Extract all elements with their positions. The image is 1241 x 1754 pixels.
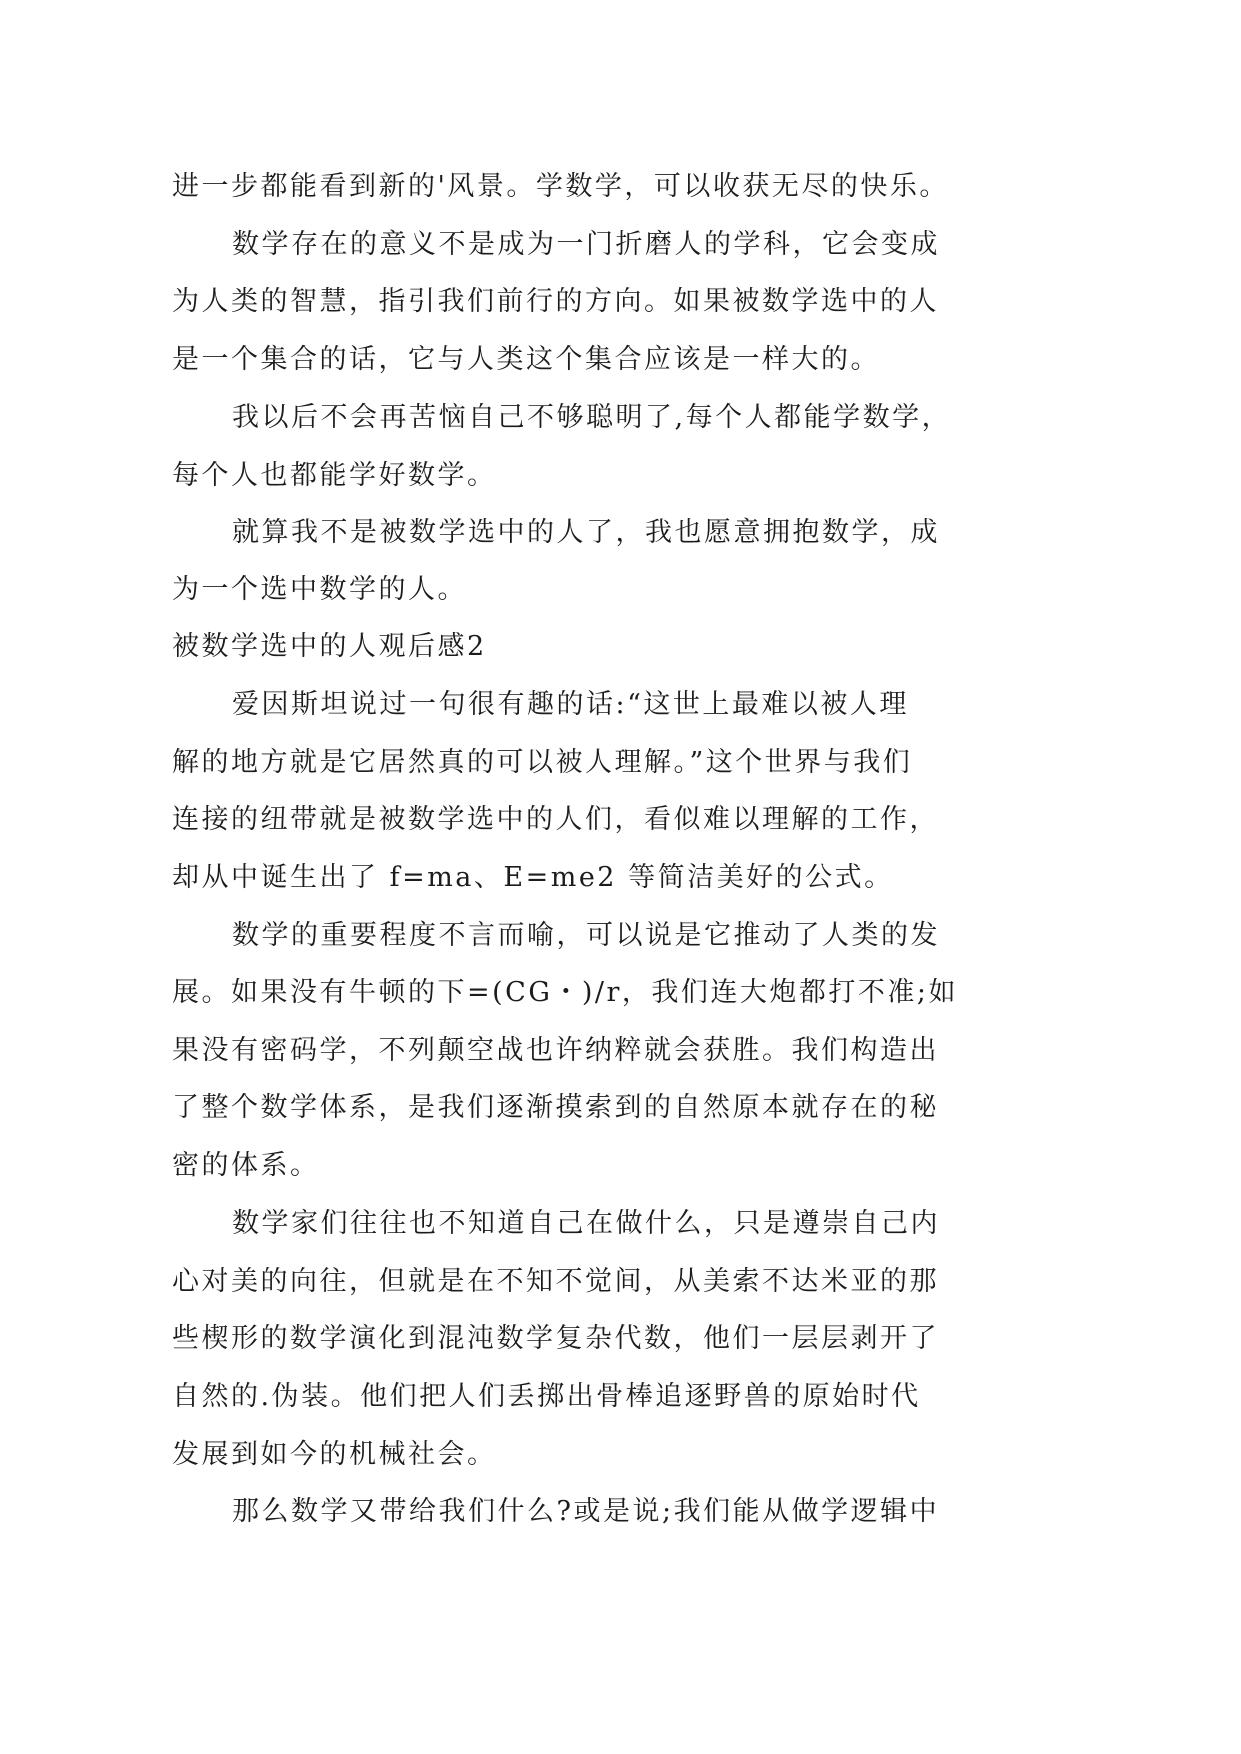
body-line: 我以后不会再苦恼自己不够聪明了,每个人都能学数学， <box>232 402 952 433</box>
body-line: 数学的重要程度不言而喻，可以说是它推动了人类的发 <box>232 920 940 951</box>
body-line: 密的体系。 <box>172 1150 320 1181</box>
body-line: 是一个集合的话，它与人类这个集合应该是一样大的。 <box>172 344 880 375</box>
body-line: 每个人也都能学好数学。 <box>172 460 497 491</box>
body-line: 却从中诞生出了 f=ma、E=me2 等简洁美好的公式。 <box>172 862 894 893</box>
body-line: 了整个数学体系，是我们逐渐摸索到的自然原本就存在的秘 <box>172 1092 939 1123</box>
body-line: 数学家们往往也不知道自己在做什么，只是遵崇自己内 <box>232 1208 940 1239</box>
body-line: 进一步都能看到新的'风景。学数学，可以收获无尽的快乐。 <box>172 171 949 202</box>
body-line: 为人类的智慧，指引我们前行的方向。如果被数学选中的人 <box>172 286 939 317</box>
body-line: 自然的.伪装。他们把人们丢掷出骨棒追逐野兽的原始时代 <box>172 1381 921 1412</box>
body-line: 连接的纽带就是被数学选中的人们，看似难以理解的工作， <box>172 804 939 835</box>
body-line: 为一个选中数学的人。 <box>172 574 467 605</box>
body-line: 那么数学又带给我们什么?或是说;我们能从做学逻辑中 <box>232 1496 940 1527</box>
section-heading: 被数学选中的人观后感2 <box>172 631 487 662</box>
body-line: 就算我不是被数学选中的人了，我也愿意拥抱数学，成 <box>232 517 940 548</box>
body-line: 展。如果没有牛顿的下=(CG・)/r，我们连大炮都打不准;如 <box>172 977 959 1008</box>
body-line: 解的地方就是它居然真的可以被人理解。”这个世界与我们 <box>172 747 913 778</box>
body-line: 数学存在的意义不是成为一门折磨人的学科，它会变成 <box>232 229 940 260</box>
body-line: 些楔形的数学演化到混沌数学复杂代数，他们一层层剥开了 <box>172 1323 939 1354</box>
body-line: 心对美的向往，但就是在不知不觉间，从美索不达米亚的那 <box>172 1266 939 1297</box>
body-line: 发展到如今的机械社会。 <box>172 1439 497 1470</box>
body-line: 果没有密码学，不列颠空战也许纳粹就会获胜。我们构造出 <box>172 1035 939 1066</box>
body-line: 爱因斯坦说过一句很有趣的话:“这世上最难以被人理 <box>232 689 909 720</box>
